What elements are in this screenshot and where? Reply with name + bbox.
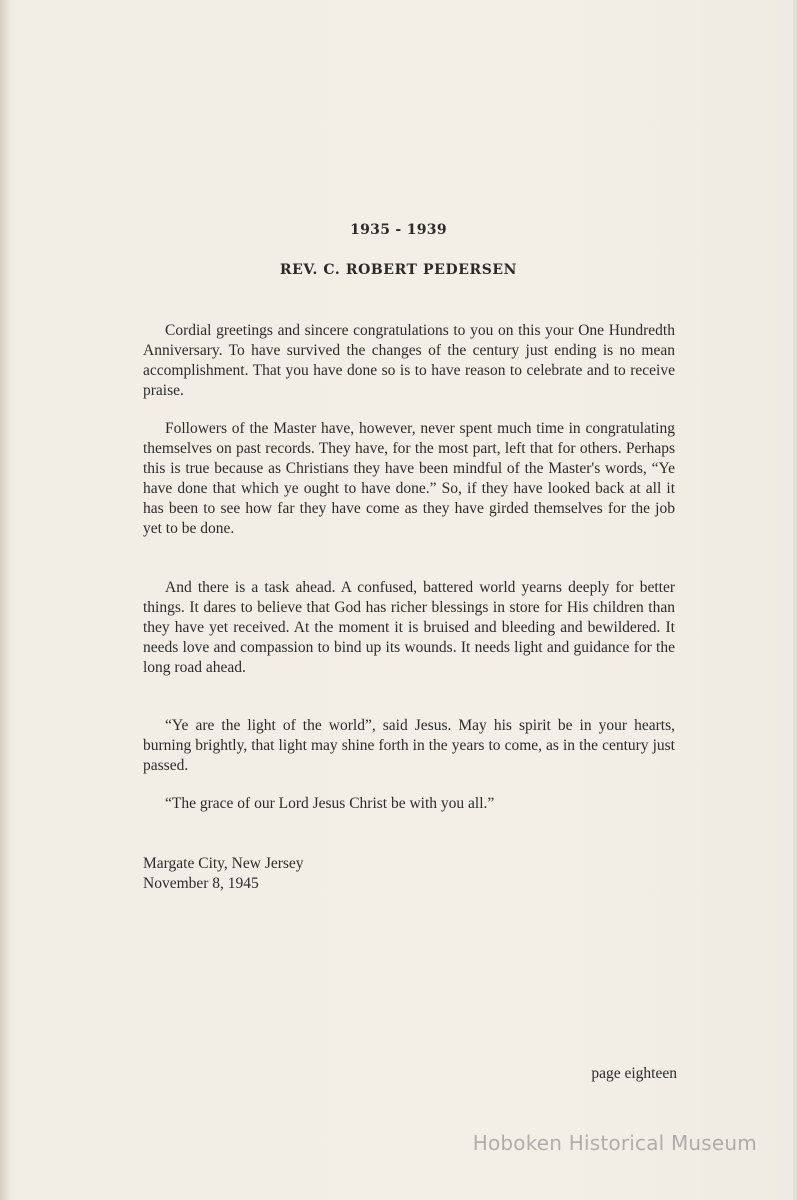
page-spine-shadow — [0, 0, 10, 1200]
letter-paragraph-4 — [143, 716, 675, 776]
page-number: page eighteen — [591, 1065, 677, 1082]
museum-watermark: Hoboken Historical Museum — [472, 1131, 757, 1155]
letter-paragraph-2 — [143, 419, 675, 539]
tenure-years: 1935 - 1939 — [350, 222, 447, 238]
paragraph-text: Cordial greetings and sincere congratulations to you on this your One Hundredth Anniversary. To have survived the changes of the century just ending is no mean accomplishment. That you have done so is to have reason to celebrate and to receive praise. — [143, 322, 675, 399]
author-name: REV. C. ROBERT PEDERSEN — [279, 262, 518, 278]
page-right-edge — [793, 0, 797, 1200]
letter-paragraph-5 — [143, 794, 675, 814]
signoff-block — [143, 854, 304, 894]
paragraph-text: “Ye are the light of the world”, said Jesus. May his spirit be in your hearts, burning brightly, that light may shine forth in the years to come, as in the century just passed. — [143, 717, 675, 774]
signoff-place: Margate City, New Jersey — [143, 855, 304, 872]
paragraph-text: Followers of the Master have, however, never spent much time in congratulating themselves on past records. They have, for the most part, left that for others. Perhaps this is true because as Christians they have been mindful of the Master's words, “Ye have done that which ye ought to have done.” So, if they have looked back at all it has been to see how far they have come as they have girded themselves for the job yet to be done. — [143, 420, 675, 537]
paragraph-text: “The grace of our Lord Jesus Christ be with you all.” — [165, 795, 495, 812]
paragraph-text: And there is a task ahead. A confused, battered world yearns deeply for better things. It dares to believe that God has richer blessings in store for His children than they have yet received. At the moment it is bruised and bleeding and bewildered. It needs love and compassion to bind up its wounds. It needs light and guidance for the long road ahead. — [143, 579, 675, 676]
signoff-date: November 8, 1945 — [143, 875, 259, 892]
letter-paragraph-1 — [143, 321, 675, 401]
letter-paragraph-3 — [143, 578, 675, 678]
